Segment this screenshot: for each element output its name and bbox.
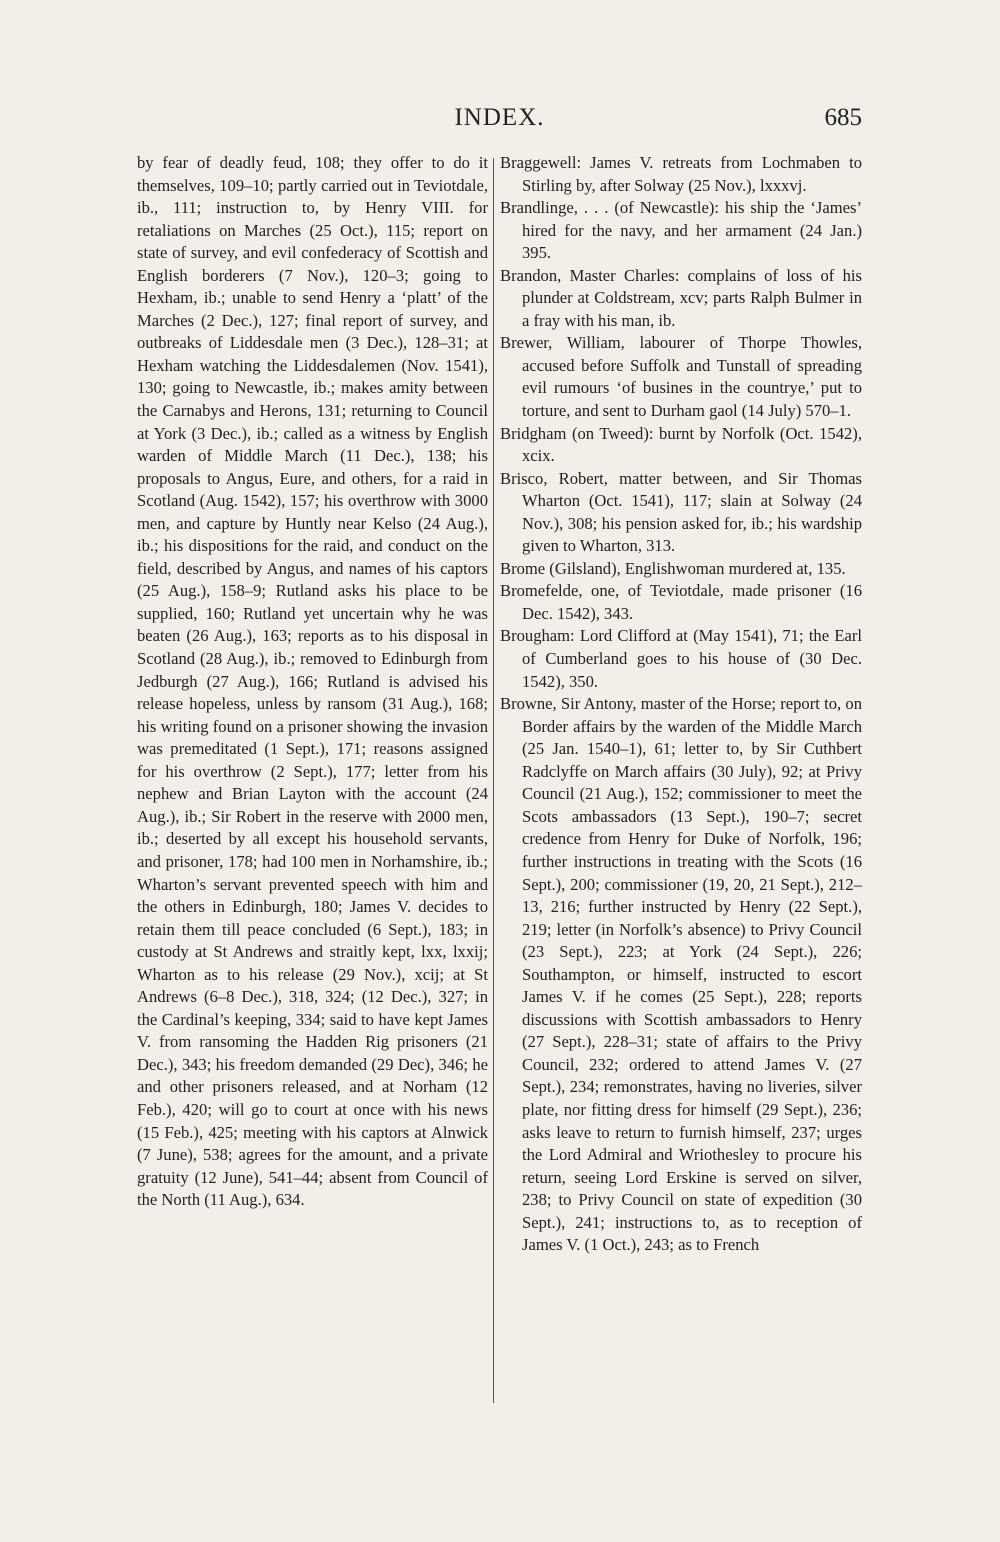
index-entry-brisco: Brisco, Robert, matter between, and Sir Thomas Wharton (Oct. 1541), 117; slain at Solway (24 Nov.), 308; his pension asked for, ib.; his wardship given to Wharton, 313.: [500, 468, 862, 556]
page-number: 685: [824, 104, 862, 131]
index-entry-brome: Brome (Gilsland), Englishwoman murdered at, 135.: [500, 558, 846, 578]
index-entry-continuation: by fear of deadly feud, 108; they offer to do it themselves, 109–10; partly carried out in Teviotdale, ib., 111; instruction to, by Henry VIII. for retaliations on Marches (25 Oct.), 115; report on state of survey, and evil confederacy of Scottish and English borderers (7 Nov.), 120–3; going to Hexham, ib.; unable to send Henry a ‘platt’ of the Marches (2 Dec.), 127; final report of survey, and outbreaks of Liddesdale men (3 Dec.), 128–31; at Hexham watching the Liddesdalemen (Nov. 1541), 130; going to Newcastle, ib.; makes amity between the Carnabys and Herons, 131; returning to Council at York (3 Dec.), ib.; called as a witness by English warden of Middle March (11 Dec.), 138; his proposals to Angus, Eure, and others, for a raid in Scotland (Aug. 1542), 157; his overthrow with 3000 men, and capture by Huntly near Kelso (24 Aug.), ib.; his dispositions for the raid, and conduct on the field, described by Angus, and names of his captors (25 Aug.), 158–9; Rutland asks his place to be supplied, 160; Rutland yet uncertain why he was beaten (26 Aug.), 163; reports as to his disposal in Scotland (28 Aug.), ib.; removed to Edinburgh from Jedburgh (27 Aug.), 166; Rutland is advised his release hopeless, unless by ransom (31 Aug.), 168; his writing found on a prisoner showing the invasion was premeditated (1 Sept.), 171; reasons assigned for his overthrow (2 Sept.), 177; letter from his nephew and Brian Layton with the account (24 Aug.), ib.; Sir Robert in the reserve with 2000 men, ib.; deserted by all except his household servants, and prisoner, 178; had 100 men in Norhamshire, ib.; Wharton’s servant prevented speech with him and the others in Edinburgh, 180; James V. decides to retain them till peace concluded (6 Sept.), 183; in custody at St Andrews and straitly kept, lxx, lxxij; Wharton as to his release (29 Nov.), xcij; at St Andrews (6–8 Dec.), 318, 324; (12 Dec.), 327; in the Cardinal’s keeping, 334; said to have kept James V. from ransoming the Hadden Rig prisoners (21 Dec.), 343; his freedom demanded (29 Dec), 346; he and other prisoners released, and at Norham (12 Feb.), 420; will go to court at once with his news (15 Feb.), 425; meeting with his captors at Alnwick (7 June), 538; agrees for the amount, and a private gratuity (12 June), 541–44; absent from Council of the North (11 Aug.), 634.: [137, 153, 488, 1210]
right-column: [500, 152, 862, 1257]
index-entry-bromefelde: Bromefelde, one, of Teviotdale, made prisoner (16 Dec. 1542), 343.: [500, 581, 862, 623]
index-entry-brandlinge: Brandlinge, . . . (of Newcastle): his ship the ‘James’ hired for the navy, and her armament (24 Jan.) 395.: [500, 198, 862, 263]
index-entry-brougham: Brougham: Lord Clifford at (May 1541), 71; the Earl of Cumberland goes to his house of (30 Dec. 1542), 350.: [500, 626, 862, 691]
index-entry-braggewell: Braggewell: James V. retreats from Lochmaben to Stirling by, after Solway (25 Nov.), lxxxvj.: [500, 153, 862, 195]
page-header: [137, 104, 862, 138]
running-title: INDEX.: [454, 104, 545, 131]
index-entry-browne: Browne, Sir Antony, master of the Horse; report to, on Border affairs by the warden of the Middle March (25 Jan. 1540–1), 61; letter to, by Sir Cuthbert Radclyffe on March affairs (30 July), 92; at Privy Council (21 Aug.), 152; commissioner to meet the Scots ambassadors (13 Sept.), 190–7; secret credence from Henry for Duke of Norfolk, 196; further instructions in treating with the Scots (16 Sept.), 200; commissioner (19, 20, 21 Sept.), 212–13, 216; further instructed by Henry (22 Sept.), 219; letter (in Norfolk’s absence) to Privy Council (23 Sept.), 223; at York (24 Sept.), 226; Southampton, or himself, instructed to escort James V. if he comes (25 Sept.), 228; reports discussions with Scottish ambassadors to Henry (27 Sept.), 228–31; state of affairs to the Privy Council, 232; ordered to attend James V. (27 Sept.), 234; remonstrates, having no liveries, silver plate, nor fitting dress for himself (29 Sept.), 236; asks leave to return to furnish himself, 237; urges the Lord Admiral and Wriothesley to procure his return, seeing Lord Erskine is served on silver, 238; to Privy Council on state of expedition (30 Sept.), 241; instructions to, as to reception of James V. (1 Oct.), 243; as to French: [500, 694, 862, 1255]
index-entry-bridgham: Bridgham (on Tweed): burnt by Norfolk (Oct. 1542), xcix.: [500, 423, 862, 466]
left-column: [137, 152, 488, 1212]
index-entry-brandon: Brandon, Master Charles: complains of loss of his plunder at Coldstream, xcv; parts Ralph Bulmer in a fray with his man, ib.: [500, 265, 862, 330]
column-divider: [493, 158, 494, 1403]
index-entry-brewer: Brewer, William, labourer of Thorpe Thowles, accused before Suffolk and Tunstall of spreading evil rumours ‘of busines in the countrye,’ put to torture, and sent to Durham gaol (14 July) 570–1.: [500, 333, 862, 421]
